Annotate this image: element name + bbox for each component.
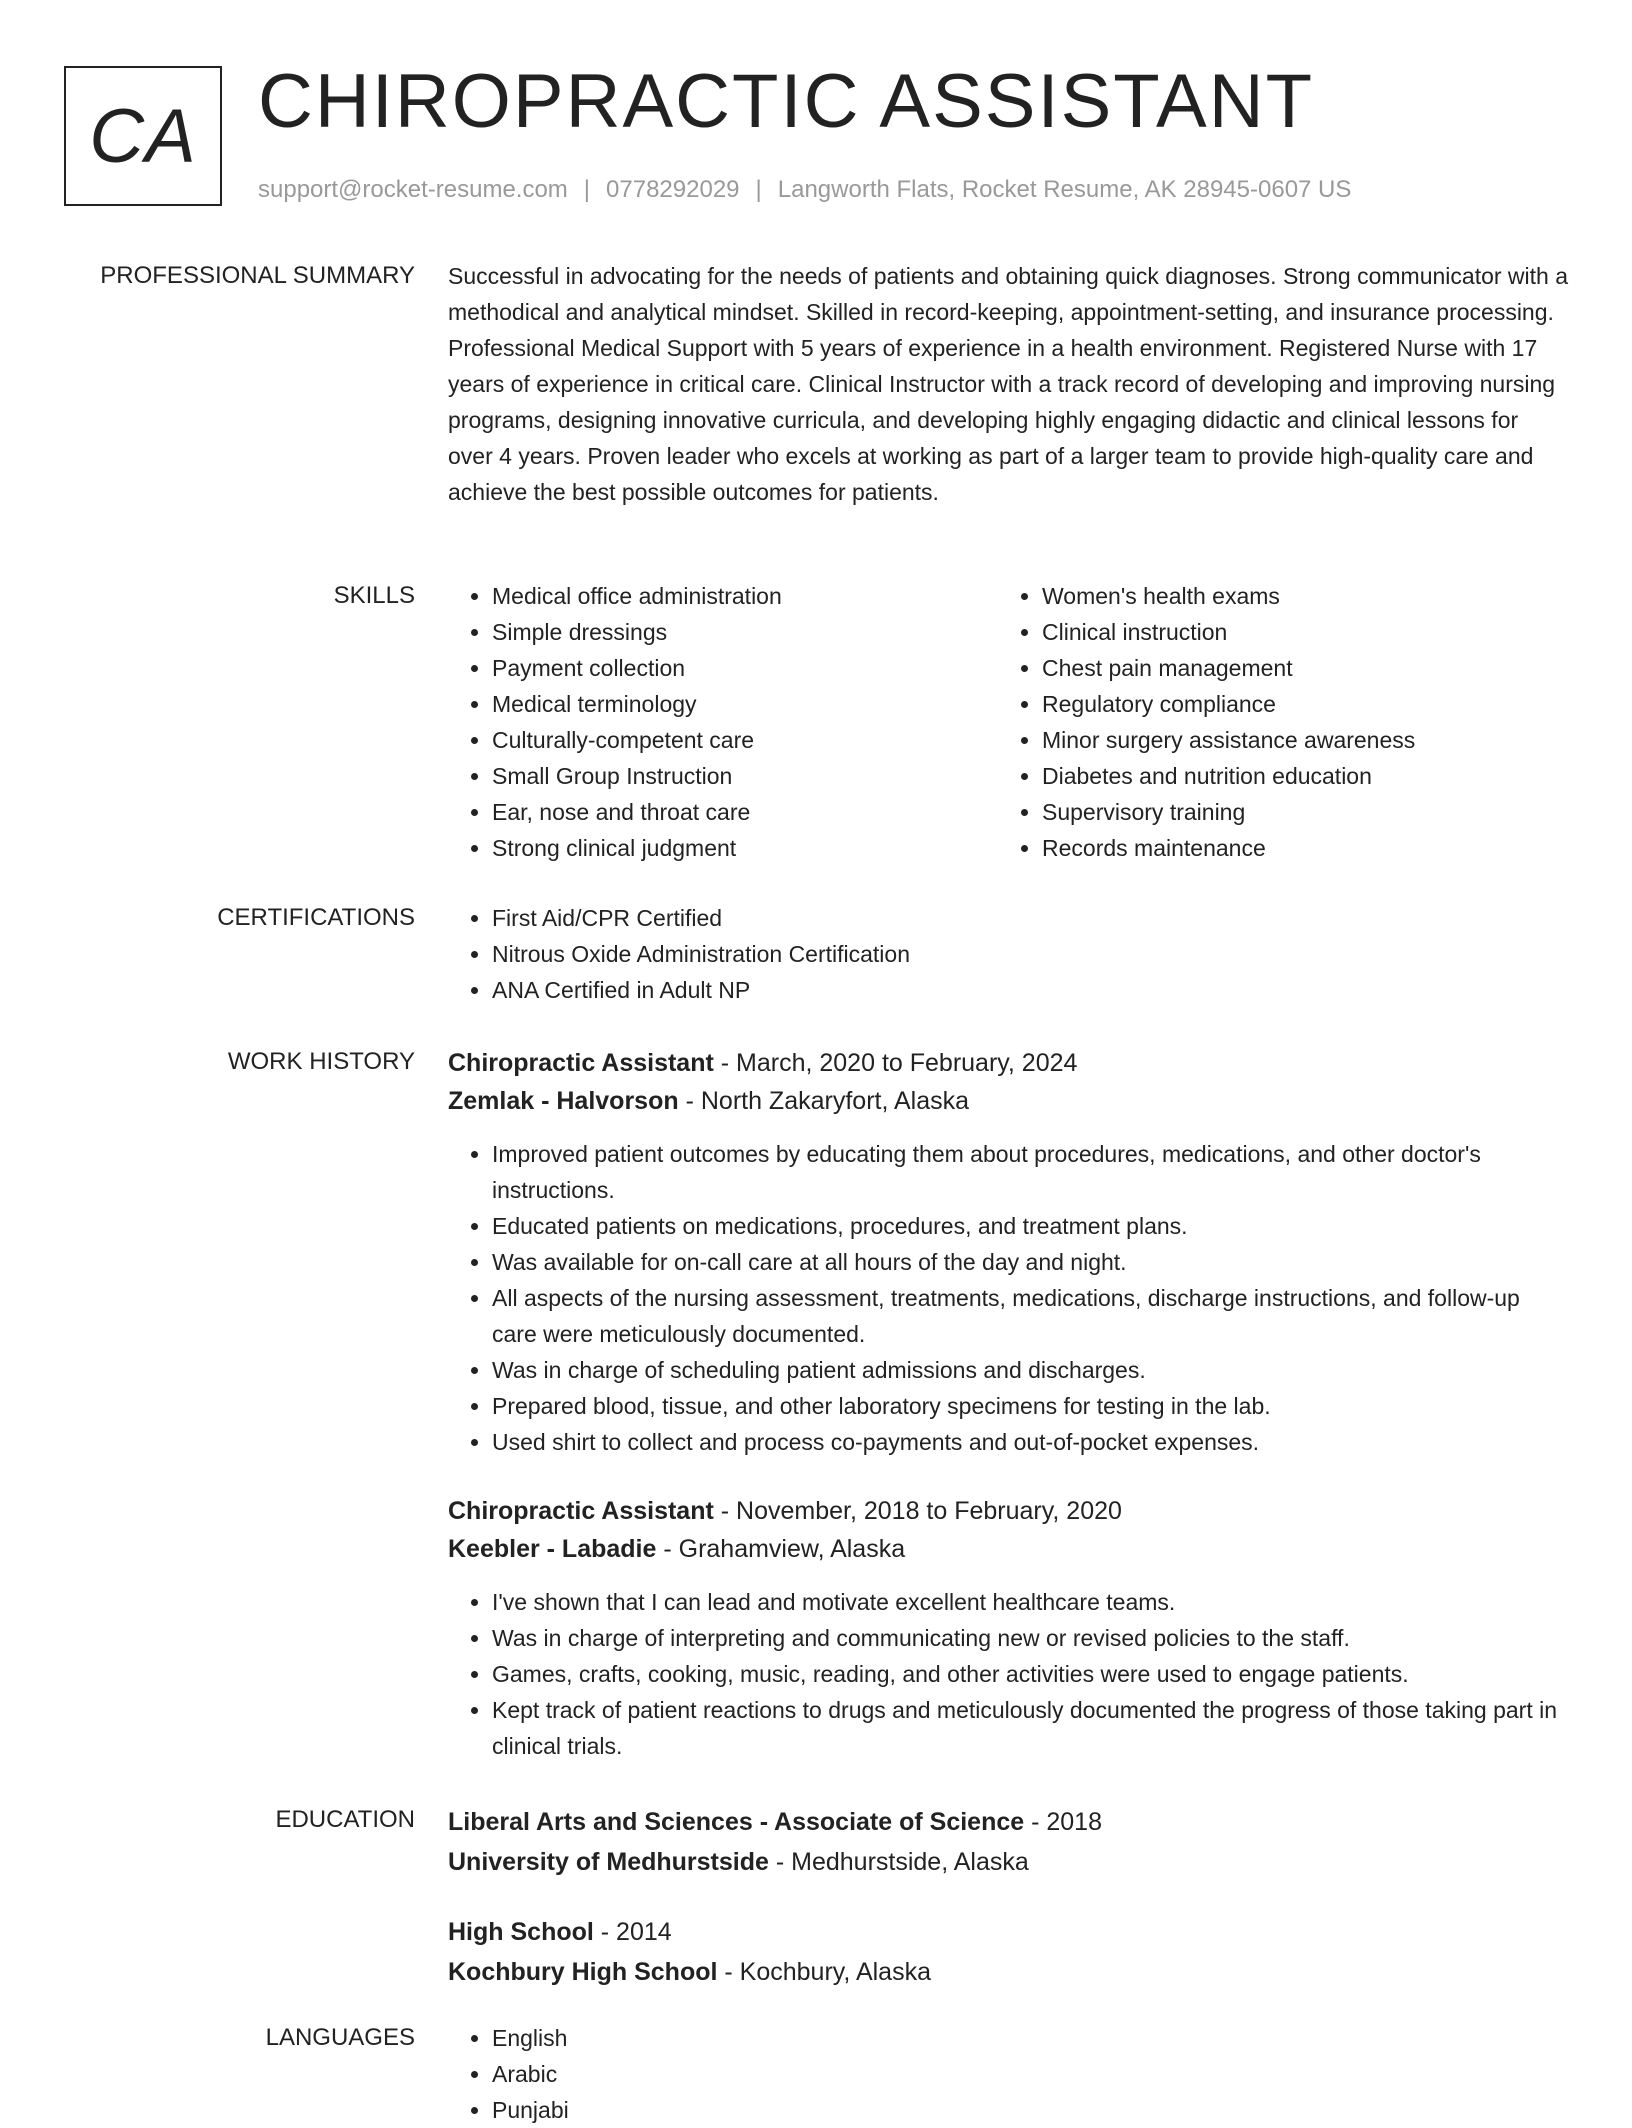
education-location: - Kochbury, Alaska: [717, 1958, 931, 1986]
certifications-list: [448, 900, 1568, 1008]
job-duty: • Kept track of patient reactions to drugs and meticulously documented the progress of those taking part in clinical trials.: [492, 1692, 1568, 1764]
skill-item: • Regulatory compliance: [1042, 686, 1548, 722]
job-location: - North Zakaryfort, Alaska: [678, 1087, 970, 1115]
certification-item: • First Aid/CPR Certified: [492, 900, 1568, 936]
skill-item: • Records maintenance: [1042, 830, 1548, 866]
skill-item: • Simple dressings: [492, 614, 998, 650]
job-title: Chiropractic Assistant: [448, 1049, 714, 1077]
job-duty: • Was available for on-call care at all hours of the day and night.: [492, 1244, 1568, 1280]
certification-item: • Nitrous Oxide Administration Certification: [492, 936, 1568, 972]
certifications-body: [448, 900, 1568, 1008]
job-duty: • Prepared blood, tissue, and other laboratory specimens for testing in the lab.: [492, 1388, 1568, 1424]
section-label-work-history: WORK HISTORY: [227, 1048, 415, 1075]
job-company: Keebler - Labadie: [448, 1535, 657, 1563]
job-title-line: [448, 1492, 1568, 1530]
education-degree: High School: [448, 1918, 594, 1946]
contact-separator: |: [755, 176, 762, 203]
job-company-line: [448, 1530, 1568, 1568]
resume-name: CHIROPRACTIC ASSISTANT: [258, 59, 1315, 144]
job-company-line: [448, 1082, 1568, 1120]
section-label-skills: SKILLS: [333, 582, 415, 609]
job-duty: • I've shown that I can lead and motivate excellent healthcare teams.: [492, 1584, 1568, 1620]
summary-body: [448, 258, 1568, 510]
job-duty: • Improved patient outcomes by educating them about procedures, medications, and other doctor's instructions.: [492, 1136, 1568, 1208]
education-year: - 2018: [1024, 1808, 1102, 1836]
education-year: - 2014: [593, 1918, 672, 1946]
contact-email: support@rocket-resume.com: [258, 176, 568, 203]
education-degree-line: [448, 1802, 1568, 1842]
skills-body: [448, 578, 1568, 866]
skill-item: • Minor surgery assistance awareness: [1042, 722, 1548, 758]
skill-item: • Strong clinical judgment: [492, 830, 998, 866]
job-entry: [448, 1044, 1568, 1460]
job-title-line: [448, 1044, 1568, 1082]
job-duties-list: [448, 1584, 1568, 1764]
skill-item: • Medical terminology: [492, 686, 998, 722]
monogram-initials: CA: [89, 93, 197, 179]
job-title: Chiropractic Assistant: [448, 1497, 714, 1525]
job-duty: • Educated patients on medications, procedures, and treatment plans.: [492, 1208, 1568, 1244]
job-duty: • Used shirt to collect and process co-payments and out-of-pocket expenses.: [492, 1424, 1568, 1460]
education-body: [448, 1802, 1568, 2022]
job-dates: - November, 2018 to February, 2020: [713, 1497, 1122, 1525]
language-item: • English: [492, 2020, 1568, 2056]
skills-list-left: [448, 578, 998, 866]
contact-phone: 0778292029: [606, 176, 740, 203]
education-school-line: [448, 1842, 1568, 1882]
section-label-languages: LANGUAGES: [265, 2024, 415, 2051]
language-item: • Arabic: [492, 2056, 1568, 2092]
skill-item: • Payment collection: [492, 650, 998, 686]
education-entry: [448, 1802, 1568, 1882]
language-item: • Punjabi: [492, 2092, 1568, 2128]
education-school: Kochbury High School: [448, 1958, 718, 1986]
job-duty: • Games, crafts, cooking, music, reading, and other activities were used to engage patients.: [492, 1656, 1568, 1692]
education-degree: Liberal Arts and Sciences - Associate of Science: [448, 1808, 1025, 1836]
monogram-box: [64, 66, 222, 206]
education-degree-line: [448, 1912, 1568, 1952]
job-duties-list: [448, 1136, 1568, 1460]
section-label-certifications: CERTIFICATIONS: [217, 904, 415, 931]
summary-text: Successful in advocating for the needs of patients and obtaining quick diagnoses. Strong communicator with a methodical and analytical mindset. Skilled in record-keeping, appointment-setting, and insurance processing. Professional Medical Support with 5 years of experience in a health environment. Registered Nurse with 17 years of experience in critical care. Clinical Instructor with a track record of developing and improving nursing programs, designing innovative curricula, and developing highly engaging didactic and clinical lessons for over 4 years. Proven leader who excels at working as part of a larger team to provide high-quality care and achieve the best possible outcomes for patients.: [448, 263, 1569, 505]
skill-item: • Small Group Instruction: [492, 758, 998, 794]
section-label-education: EDUCATION: [275, 1806, 415, 1833]
skill-item: • Supervisory training: [1042, 794, 1548, 830]
job-location: - Grahamview, Alaska: [656, 1535, 906, 1563]
skills-list-right: [998, 578, 1548, 866]
contact-line: [258, 176, 1351, 204]
education-location: - Medhurstside, Alaska: [768, 1848, 1029, 1876]
job-duty: • Was in charge of scheduling patient admissions and discharges.: [492, 1352, 1568, 1388]
job-dates: - March, 2020 to February, 2024: [713, 1049, 1078, 1077]
job-entry: [448, 1492, 1568, 1764]
education-school-line: [448, 1952, 1568, 1992]
skill-item: • Ear, nose and throat care: [492, 794, 998, 830]
job-company: Zemlak - Halvorson: [448, 1087, 679, 1115]
certification-item: • ANA Certified in Adult NP: [492, 972, 1568, 1008]
contact-separator: |: [583, 176, 591, 203]
skill-item: • Diabetes and nutrition education: [1042, 758, 1548, 794]
job-duty: • Was in charge of interpreting and communicating new or revised policies to the staff.: [492, 1620, 1568, 1656]
education-entry: [448, 1912, 1568, 1992]
skill-item: • Clinical instruction: [1042, 614, 1548, 650]
skill-item: • Culturally-competent care: [492, 722, 998, 758]
skill-item: • Chest pain management: [1042, 650, 1548, 686]
skill-item: • Women's health exams: [1042, 578, 1548, 614]
section-label-summary: PROFESSIONAL SUMMARY: [100, 262, 415, 289]
contact-address: Langworth Flats, Rocket Resume, AK 28945-0607 US: [777, 176, 1352, 203]
education-school: University of Medhurstside: [448, 1848, 769, 1876]
job-duty: • All aspects of the nursing assessment, treatments, medications, discharge instructions, and follow-up care were meticulously documented.: [492, 1280, 1568, 1352]
work-history-body: [448, 1044, 1568, 1796]
skill-item: • Medical office administration: [492, 578, 998, 614]
